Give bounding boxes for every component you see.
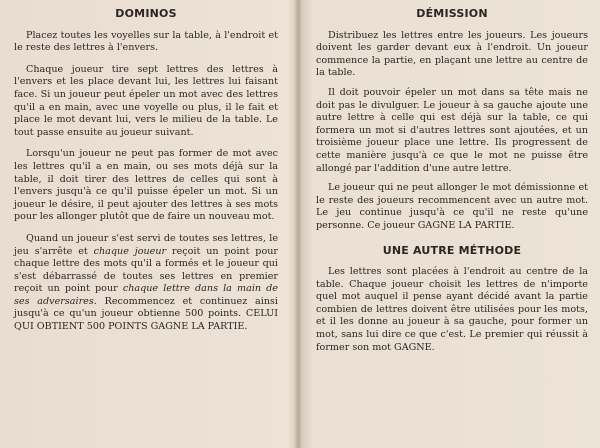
dominos-heading: DOMINOS [115, 7, 177, 20]
right-page [302, 0, 600, 448]
dominos-paragraph-4 [14, 233, 278, 334]
p4-emphasis-2: chaque lettre dans la main de ses adversaires. [14, 283, 278, 307]
p4-text-b: reçoit un point pour chaque lettre des mots qu'il a formés et le joueur qui s'est débarrassé de toutes ses lettres en premier reçoit un point pour [14, 245, 278, 295]
p4-emphasis-1: chaque joueur [93, 245, 167, 257]
p4-text-c: Recommencez et continuez ainsi jusqu'à ce qu'un joueur obtienne 500 points. CELUI QUI OBTIENT 500 POINTS GAGNE LA PARTIE. [14, 295, 278, 333]
demission-heading: DÉMISSION [416, 7, 488, 20]
autre-methode-heading: UNE AUTRE MÉTHODE [382, 243, 522, 257]
demission-paragraph-3: Le joueur qui ne peut allonger le mot démissionne et le reste des joueurs recommencent avec un autre mot. Le jeu continue jusqu'à ce qu'il ne reste qu'une personne. Ce joueur GAGNE LA PARTIE. [316, 182, 588, 231]
demission-paragraph-1: Distribuez les lettres entre les joueurs. Les joueurs doivent les garder devant eux à l'endroit. Un joueur commence la partie, en plaçant une lettre au centre de la table. [316, 29, 588, 79]
dominos-paragraph-3: Lorsqu'un joueur ne peut pas former de mot avec les lettres qu'il a en main, ou ses mots déjà sur la table, il doit tirer des lettres de celles qui sont à l'envers jusqu'à ce qu'il puisse épeler un mot. Si un joueur le désire, il peut ajouter des lettres à ses mots pour les allonger plutôt que de faire un nouveau mot. [14, 148, 278, 223]
p4-text-a: Quand un joueur s'est servi de toutes ses lettres, le jeu s'arrête et [14, 232, 278, 257]
left-page [0, 0, 294, 448]
dominos-paragraph-2: Chaque joueur tire sept lettres des lettres à l'envers et les place devant lui, les lettres lui faisant face. Si un joueur peut épeler un mot avec des lettres qu'il a en main, avec une voyelle ou plus, il le fait et place le mot devant lui, vers le milieu de la table. Le tout passe ensuite au joueur suivant. [14, 63, 278, 138]
autre-methode-paragraph: Les lettres sont placées à l'endroit au centre de la table. Chaque joueur choisit les lettres de n'importe quel mot auquel il pense ayant décidé avant la partie combien de lettres doivent être utilisées pour les mots, et il les donne au joueur à sa gauche, pour former un mot, sans lui dire ce que c'est. Le premier qui réussit à former son mot GAGNE. [316, 266, 588, 353]
demission-paragraph-2: Il doit pouvoir épeler un mot dans sa tête mais ne doit pas le divulguer. Le joueur à sa gauche ajoute une autre lettre à celle qui est déjà sur la table, ce qui formera un mot si d'autres lettres sont ajoutées, et un troisième joueur place une lettre. Ils progressent de cette manière jusqu'à ce que le mot ne puisse être allongé par l'addition d'une autre lettre. [316, 86, 588, 174]
page-fold [294, 0, 302, 448]
dominos-paragraph-1: Placez toutes les voyelles sur la table, à l'endroit et le reste des lettres à l'envers. [14, 29, 278, 54]
